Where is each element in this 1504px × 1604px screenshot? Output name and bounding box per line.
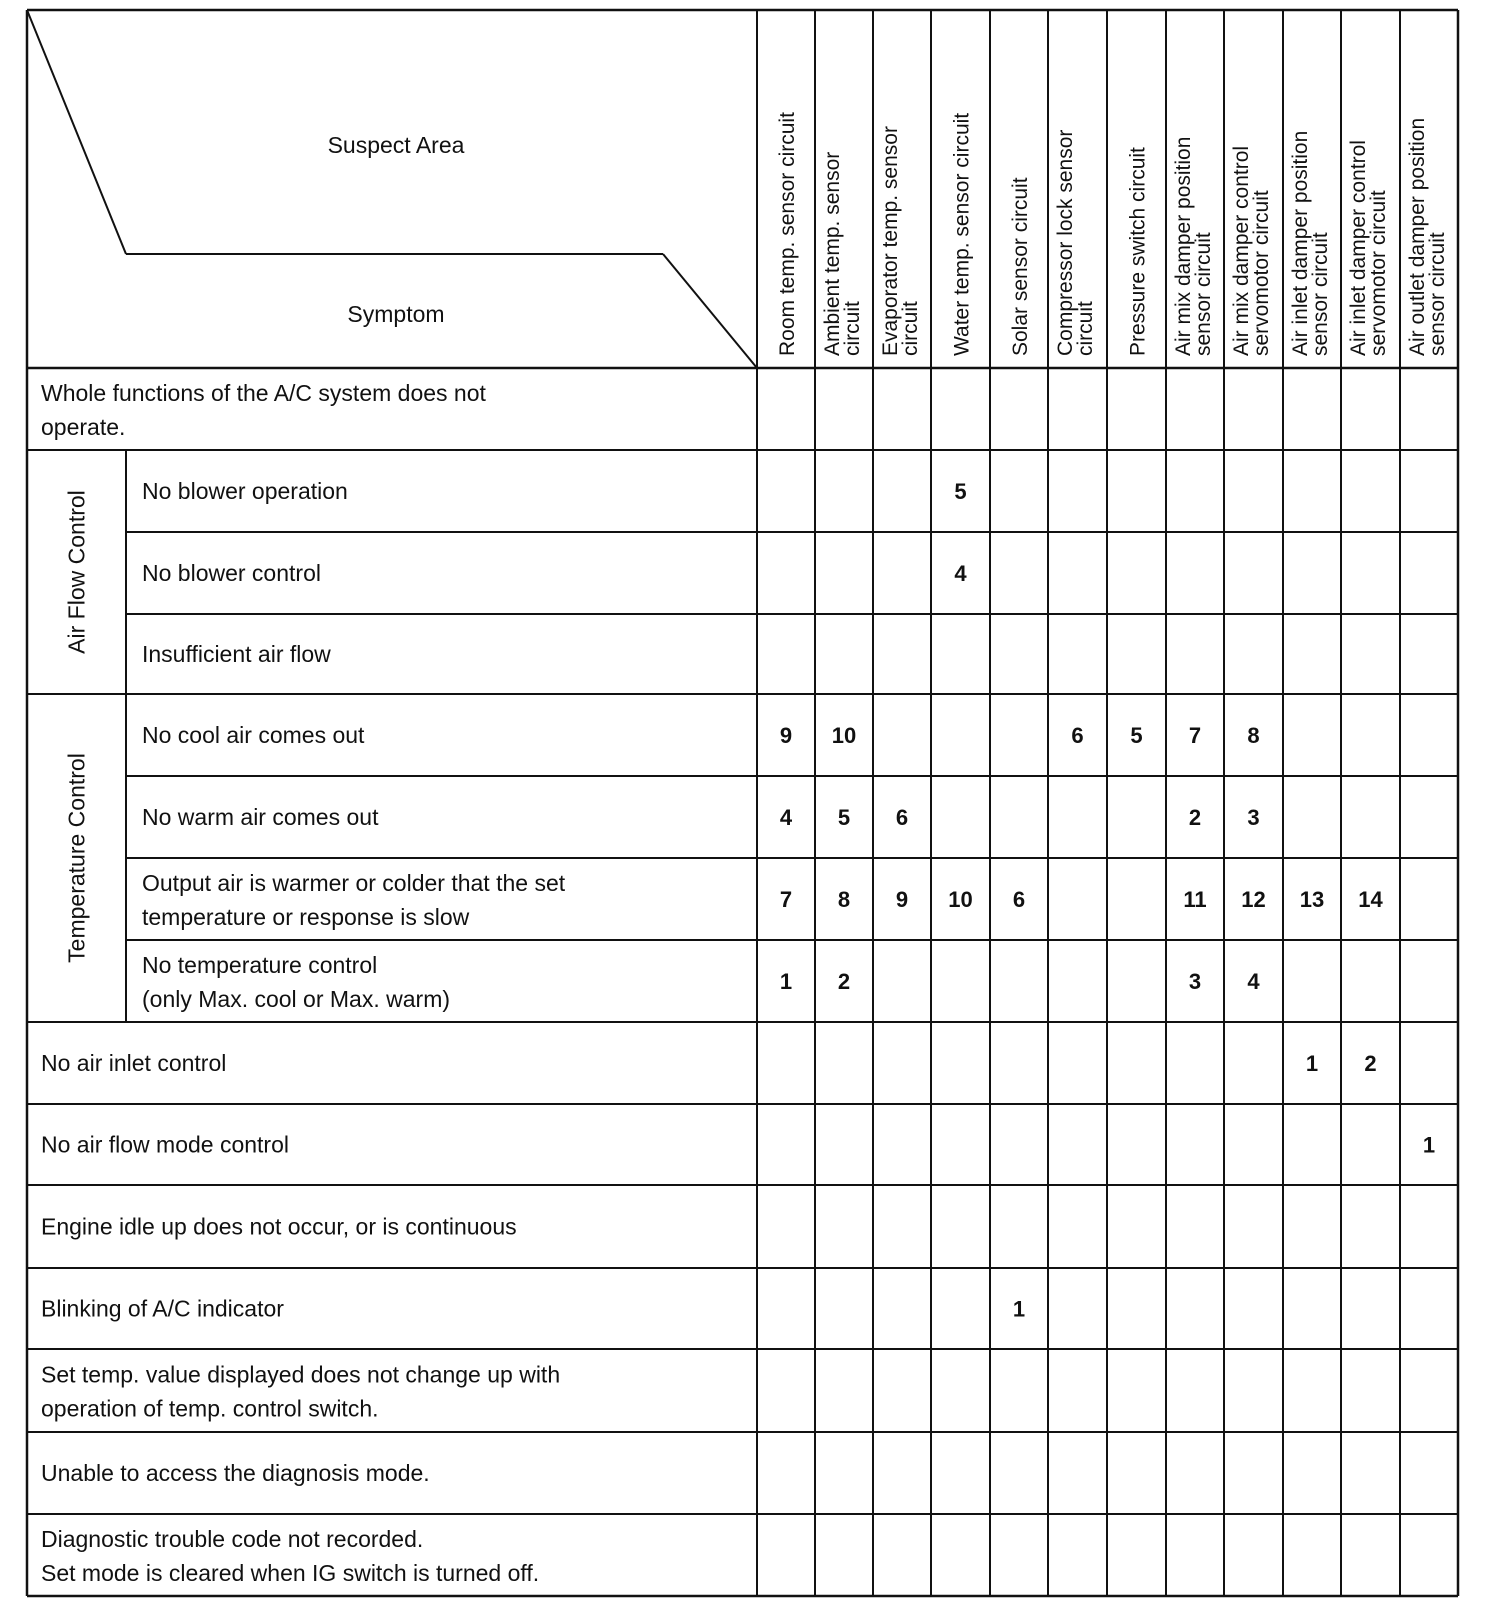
priority-value: 8 — [837, 887, 851, 912]
priority-value: 9 — [895, 887, 909, 912]
header-diagonal-right — [663, 254, 757, 368]
column-header-label: sensor circuit — [1426, 232, 1449, 356]
priority-value: 7 — [1188, 723, 1202, 748]
priority-value: 3 — [1247, 805, 1260, 830]
header-diagonal-left — [27, 10, 126, 254]
column-header-label: Air mix damper control — [1230, 145, 1253, 356]
priority-value: 5 — [954, 479, 967, 504]
column-header-label: Room temp. sensor circuit — [776, 112, 799, 356]
column-header-label: Water temp. sensor circuit — [950, 112, 974, 356]
priority-value: 2 — [837, 969, 851, 994]
symptom-text: No air inlet control — [41, 1050, 227, 1076]
symptom-text: (only Max. cool or Max. warm) — [142, 986, 451, 1012]
symptom-text: No blower control — [142, 560, 321, 586]
column-header-label: circuit — [899, 301, 922, 356]
column-header-label: circuit — [1074, 301, 1097, 356]
priority-value: 6 — [1071, 723, 1084, 748]
symptom-text: Set mode is cleared when IG switch is turned off. — [41, 1560, 540, 1586]
symptom-text: Unable to access the diagnosis mode. — [41, 1460, 430, 1486]
priority-value: 2 — [1188, 805, 1202, 830]
group-label: Temperature Control — [63, 753, 90, 963]
column-header-label: sensor circuit — [1309, 232, 1332, 356]
column-header-label: Air inlet damper control — [1347, 140, 1370, 356]
priority-value: 14 — [1358, 887, 1383, 912]
symptom-text: No cool air comes out — [142, 722, 365, 748]
column-header-label: servomotor circuit — [1250, 190, 1273, 356]
column-header-label: sensor circuit — [1192, 232, 1215, 356]
symptom-text: No air flow mode control — [41, 1131, 289, 1158]
priority-value: 5 — [1130, 723, 1143, 748]
symptom-text: Engine idle up does not occur, or is continuous — [41, 1213, 517, 1240]
symptom-label: Symptom — [347, 301, 445, 327]
priority-value: 3 — [1188, 969, 1202, 994]
priority-value: 5 — [837, 805, 851, 830]
symptom-text: operate. — [41, 414, 126, 440]
priority-value: 1 — [1422, 1132, 1436, 1158]
symptom-text: operation of temp. control switch. — [41, 1395, 379, 1422]
symptom-text: No warm air comes out — [142, 804, 379, 830]
column-header-label: servomotor circuit — [1367, 190, 1390, 356]
column-header-label: circuit — [841, 301, 864, 356]
symptom-text: Insufficient air flow — [142, 641, 331, 667]
column-header-label: Air inlet damper position — [1289, 130, 1312, 356]
priority-value: 6 — [895, 805, 909, 830]
symptom-text: temperature or response is slow — [142, 904, 470, 930]
priority-value: 10 — [948, 887, 973, 912]
table-text — [41, 112, 1449, 1586]
column-header-label: Compressor lock sensor — [1054, 129, 1077, 356]
suspect-area-label: Suspect Area — [327, 132, 465, 158]
column-header-label: Air outlet damper position — [1406, 117, 1429, 356]
priority-value: 2 — [1364, 1051, 1377, 1076]
priority-value: 4 — [1247, 969, 1260, 994]
priority-value: 13 — [1299, 887, 1325, 912]
priority-value: 6 — [1012, 887, 1026, 912]
column-header-label: Air mix damper position — [1172, 136, 1195, 356]
priority-value: 4 — [954, 561, 967, 586]
column-header-label: Pressure switch circuit — [1126, 147, 1150, 356]
priority-value: 1 — [1012, 1296, 1026, 1322]
symptom-text: Blinking of A/C indicator — [41, 1295, 284, 1322]
priority-value: 1 — [779, 969, 793, 994]
priority-value: 4 — [779, 805, 793, 830]
column-header-label: Evaporator temp. sensor — [879, 126, 902, 356]
priority-value: 8 — [1247, 723, 1260, 748]
priority-value: 12 — [1241, 887, 1266, 912]
symptom-text: Whole functions of the A/C system does not — [41, 380, 486, 406]
priority-value: 7 — [779, 887, 793, 912]
priority-value: 10 — [831, 723, 857, 748]
symptom-text: Diagnostic trouble code not recorded. — [41, 1526, 424, 1552]
priority-value: 9 — [779, 723, 793, 748]
group-label: Air Flow Control — [63, 490, 90, 654]
priority-value: 11 — [1183, 887, 1207, 912]
symptom-text: Output air is warmer or colder that the set — [142, 870, 566, 896]
priority-value: 1 — [1305, 1051, 1319, 1076]
symptom-text: No blower operation — [142, 478, 348, 504]
symptom-text: Set temp. value displayed does not change up with — [41, 1361, 561, 1388]
column-header-label: Ambient temp. sensor — [821, 151, 844, 356]
symptom-text: No temperature control — [142, 952, 378, 978]
column-header-label: Solar sensor circuit — [1009, 177, 1032, 356]
